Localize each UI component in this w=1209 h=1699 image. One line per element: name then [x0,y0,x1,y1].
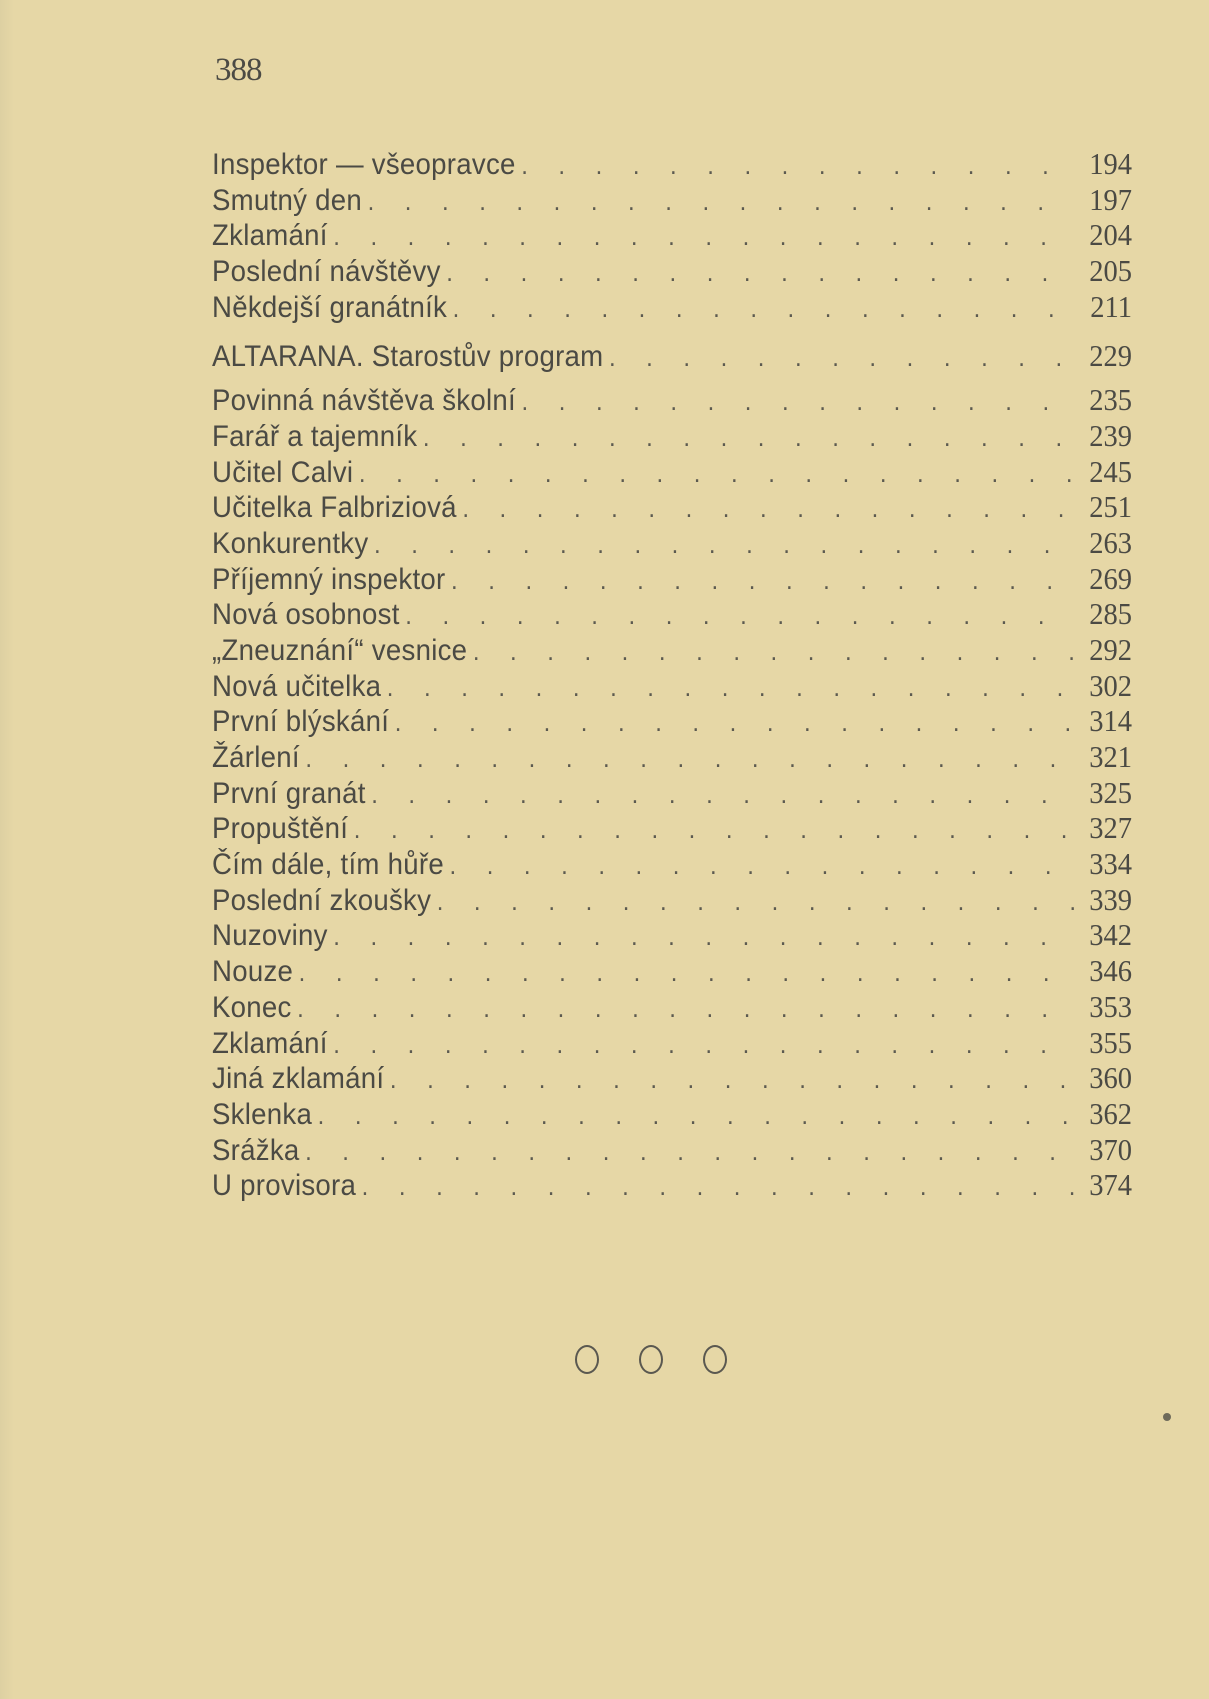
toc-entry-page: 239 [1089,417,1132,453]
toc-entry-title: Propuštění [212,812,349,846]
dot-leader [451,563,1075,599]
toc-entry-title: Sklenka [212,1097,313,1131]
toc-entry[interactable] [212,253,1132,289]
dot-leader [446,255,1075,291]
toc-entry-title: Učitelka Falbriziová [212,491,457,525]
toc-entry-page: 334 [1089,846,1132,882]
toc-entry-title: Nová učitelka [212,669,382,703]
dot-leader [305,1134,1075,1170]
toc-section-heading[interactable] [212,338,1132,374]
toc-entry-page: 263 [1089,524,1132,560]
dot-leader [359,456,1075,492]
toc-entry[interactable] [212,182,1132,218]
dot-leader [371,777,1075,813]
toc-entry[interactable] [212,917,1132,953]
toc-entry-title: Povinná návštěva školní [212,384,517,418]
toc-entry-title: Srážka [212,1133,300,1167]
toc-entry-page: 302 [1089,667,1132,703]
dot-leader [395,705,1075,741]
toc-entry-title: Učitel Calvi [212,455,354,489]
spacer [212,324,1112,338]
toc-entry-title: „Zneuznání“ vesnice [212,633,468,667]
toc-entry[interactable] [212,561,1132,597]
toc-entry[interactable] [212,454,1132,490]
dot-leader [453,291,1075,327]
toc-entry-page: 360 [1089,1060,1132,1096]
dot-leader [333,219,1075,255]
dot-leader [387,670,1075,706]
toc-entry-page: 314 [1089,703,1132,739]
toc-entry[interactable] [212,703,1132,739]
toc-entry-page: 327 [1089,810,1132,846]
toc-entry[interactable] [212,217,1132,253]
circle-ornament-icon [703,1345,727,1374]
toc-entry-page: 251 [1089,489,1132,525]
toc-entry-page: 353 [1089,988,1132,1024]
toc-entry-page: 321 [1089,739,1132,774]
dot-leader [362,1169,1075,1205]
dot-leader [305,741,1075,777]
toc-entry-title: První granát [212,776,366,810]
dot-leader [390,1062,1075,1098]
toc-entry[interactable] [212,1132,1132,1168]
toc-entry[interactable] [212,739,1132,775]
toc-entry-title: Inspektor — všeopravce [212,148,516,181]
toc-entry-page: 346 [1089,953,1132,989]
circle-ornament-icon [575,1345,599,1374]
paper-speck [1163,1413,1171,1421]
dot-leader [299,955,1075,991]
dot-leader [522,384,1075,420]
toc-entry-title: Zklamání [212,1026,328,1060]
toc-entry[interactable] [212,596,1132,632]
dot-leader [423,420,1075,456]
toc-entry-page: 235 [1089,382,1132,418]
toc-entry-title: Farář a tajemník [212,419,418,453]
dot-leader [354,812,1075,848]
toc-entry-title: Někdejší granátník [212,290,448,324]
dot-leader [437,884,1075,920]
toc-entry[interactable] [212,382,1132,418]
dot-leader [374,527,1075,563]
toc-entry[interactable] [212,775,1132,811]
toc-entry-page: 342 [1089,917,1132,953]
toc-entry-title: Nová osobnost [212,598,400,632]
toc-entry-page: 204 [1089,217,1132,253]
toc-entry-title: Poslední zkoušky [212,883,432,917]
toc-entry[interactable] [212,810,1132,846]
end-ornament [575,1345,727,1374]
toc-group-2 [212,382,1132,1203]
toc-entry-title: Nouze [212,955,294,989]
table-of-contents [212,146,1132,1203]
toc-entry[interactable] [212,1096,1132,1132]
toc-entry-title: Konkurentky [212,526,369,560]
toc-entry-page: 325 [1089,774,1132,810]
toc-entry-title: ALTARANA. Starostův program [212,340,604,374]
toc-entry-page: 269 [1089,560,1132,596]
toc-entry-title: Konec [212,990,292,1024]
toc-entry[interactable] [212,289,1132,325]
dot-leader [297,991,1075,1027]
dot-leader [333,919,1075,955]
toc-entry-page: 339 [1089,881,1132,917]
toc-entry[interactable] [212,846,1132,882]
dot-leader [333,1027,1075,1063]
toc-entry-title: Smutný den [212,183,363,217]
toc-entry[interactable] [212,146,1132,182]
toc-entry-title: Zklamání [212,219,328,253]
toc-entry-title: Jiná zklamání [212,1062,385,1096]
toc-entry[interactable] [212,668,1132,704]
toc-entry-page: 370 [1089,1131,1132,1167]
dot-leader [521,148,1075,184]
toc-entry-title: První blýskání [212,705,390,739]
circle-ornament-icon [639,1345,663,1374]
toc-entry[interactable] [212,1060,1132,1096]
toc-entry-page: 285 [1089,596,1132,632]
toc-entry[interactable] [212,632,1132,668]
toc-entry-page: 194 [1089,146,1132,181]
page-number: 388 [215,52,262,88]
toc-entry-page: 245 [1089,453,1132,489]
dot-leader [462,491,1075,527]
toc-entry-page: 362 [1089,1095,1132,1131]
toc-entry[interactable] [212,525,1132,561]
toc-entry[interactable] [212,882,1132,918]
toc-entry-title: U provisora [212,1169,357,1203]
toc-entry[interactable] [212,489,1132,525]
toc-group-1 [212,146,1132,324]
dot-leader [405,598,1075,634]
dot-leader [609,340,1075,376]
toc-entry-title: Poslední návštěvy [212,255,441,289]
toc-entry-page: 205 [1089,253,1132,289]
toc-entry-page: 292 [1089,631,1132,667]
toc-entry-page: 374 [1089,1167,1132,1203]
toc-entry-title: Čím dále, tím hůře [212,848,444,882]
toc-entry[interactable] [212,418,1132,454]
toc-entry[interactable] [212,953,1132,989]
dot-leader [368,184,1075,220]
toc-entry-title: Příjemný inspektor [212,562,446,596]
toc-entry[interactable] [212,1025,1132,1061]
dot-leader [450,848,1075,884]
toc-entry-title: Nuzoviny [212,919,328,953]
dot-leader [318,1098,1075,1134]
toc-entry-page: 229 [1089,338,1132,374]
toc-entry[interactable] [212,989,1132,1025]
dot-leader [473,634,1075,670]
toc-entry-page: 355 [1089,1024,1132,1060]
toc-entry-page: 211 [1090,288,1132,324]
page-edge-shadow [0,0,14,1699]
toc-entry[interactable] [212,1167,1132,1203]
toc-entry-title: Žárlení [212,741,300,774]
toc-entry-page: 197 [1089,181,1132,217]
